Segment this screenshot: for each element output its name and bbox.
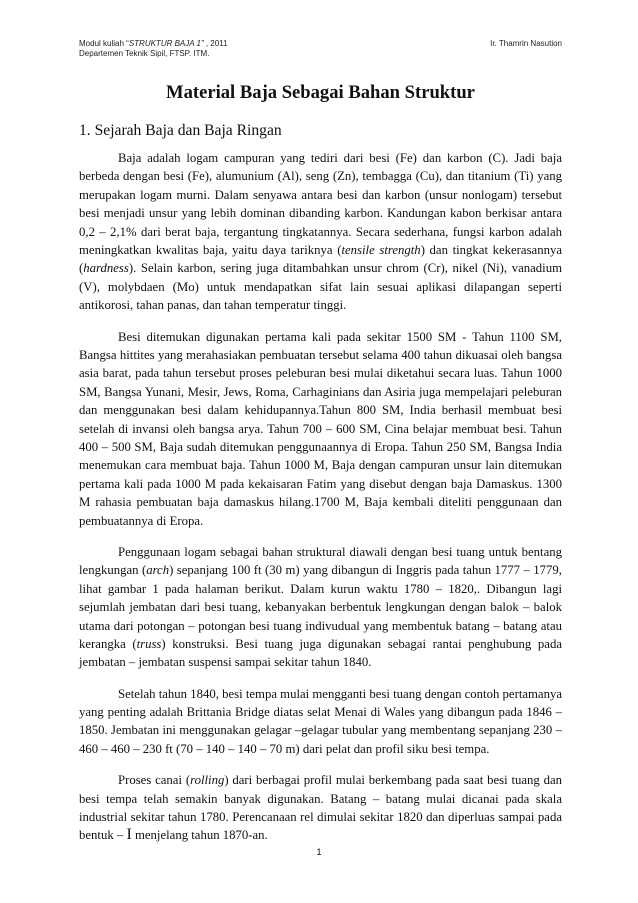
paragraph-5-text-a: Proses canai ( (118, 773, 191, 788)
term-hardness: hardness (83, 261, 129, 276)
i-section-letter: I (126, 826, 132, 844)
paragraph-3 (79, 543, 562, 672)
paragraph-3-text-c: ) konstruksi. Besi tuang juga digunakan sebagai rantai penghubung pada jembatan – jembatan suspensi sampai sekitar tahun 1840. (79, 636, 562, 670)
page-title: Material Baja Sebagai Bahan Struktur (166, 82, 475, 103)
header-left (79, 39, 228, 59)
paragraph-1-text-c: ). Selain karbon, sering juga ditambahkan unsur chrom (Cr), nikel (Ni), vanadium (V), molybdaen (Mo) untuk mendapatkan sifat lain sesuai aplikasi dilapangan seperti antikorosi, tahan panas, dan tahan temperatur tinggi. (79, 261, 562, 313)
header-department: Departemen Teknik Sipil, FTSP. ITM. (79, 49, 210, 58)
term-arch: arch (146, 563, 170, 578)
paragraph-5 (79, 771, 562, 845)
section-heading: 1. Sejarah Baja dan Baja Ringan (79, 122, 282, 139)
paragraph-2: Besi ditemukan digunakan pertama kali pada sekitar 1500 SM - Tahun 1100 SM, Bangsa hittites yang merahasiakan pembuatan tersebut selama 400 tahun dikuasai oleh bangsa asia barat, pada tahun tersebut proses peleburan besi mulai diketahui secara luas. Tahun 1000 SM, Bangsa Yunani, Mesir, Jews, Roma, Carhaginians dan Asiria juga mempelajari peleburan dan menggunakan besi dalam kehidupannya.Tahun 800 SM, India berhasil membuat besi setelah di invansi oleh bangsa arya. Tahun 700 – 600 SM, Cina belajar membuat besi. Tahun 400 – 500 SM, Baja sudah ditemukan penggunaannya di Eropa. Tahun 250 SM, Bangsa India menemukan cara membuat baja. Tahun 1000 M, Baja dengan campuran unsur lain ditemukan pertama kali pada 1000 M pada kekaisaran Fatim yang disebut dengan baja Damaskus. 1300 M rahasia pembuatan baja damaskus hilang.1700 M, Baja kembali diteliti penggunaan dan pembuatannya di Eropa. (79, 329, 562, 528)
term-tensile-strength: tensile strength (341, 243, 421, 258)
term-truss: truss (136, 636, 162, 651)
body-text (79, 149, 562, 858)
header-course-year: , 2011 (203, 39, 228, 48)
page-number: 1 (316, 847, 322, 858)
header-course-line (79, 39, 228, 49)
header-course-prefix: Modul kuliah “ (79, 39, 129, 48)
term-rolling: rolling (190, 773, 225, 788)
paragraph-4: Setelah tahun 1840, besi tempa mulai mengganti besi tuang dengan contoh pertamanya yang penting adalah Brittania Bridge diatas selat Menai di Wales yang dibangun pada 1846 – 1850. Jembatan ini menggunakan gelagar –gelagar tubular yang membentang sepanjang 230 – 460 – 460 – 230 ft (70 – 140 – 140 – 70 m) dari pelat dan profil siku besi tempa. (79, 686, 563, 756)
paragraph-3-text-b: ) sepanjang 100 ft (30 m) yang dibangun di Inggris pada tahun 1777 – 1779, lihat gambar 1 pada halaman berikut. Dalam kurun waktu 1780 – 1820,. Dibangun lagi sejumlah jembatan dari besi tuang, kebanyakan berbentuk lengkungan dengan balok – balok utama dari potongan – potongan besi tuang indivudual yang membentuk batang – batang atau kerangka ( (79, 563, 562, 651)
paragraph-5-text-b: ) dari berbagai profil mulai berkembang pada saat besi tuang dan besi tempa telah semakin banyak digunakan. Batang – batang mulai dicanai pada skala industrial sekitar tahun 1780. Perencanaan rel dimulai sekitar 1820 dan diperluas sampai pada bentuk – (79, 773, 562, 843)
paragraph-3-text-a: Penggunaan logam sebagai bahan struktural diawali dengan besi tuang untuk bentang lengkungan ( (79, 544, 562, 578)
paragraph-1-text-a: Baja adalah logam campuran yang tediri dari besi (Fe) dan karbon (C). Jadi baja berbeda dengan besi (Fe), alumunium (Al), seng (Zn), tembagga (Cu), dan titanium (Ti) yang merupakan logam murni. Dalam senyawa antara besi dan karbon (unsur nonlogam) tersebut besi menjadi unsur yang lebih dominan dibanding karbon. Kandungan kabon berkisar antara 0,2 – 2,1% dari berat baja, tergantung tingkatannya. Secara sederhana, fungsi karbon adalah meningkatkan kwalitas baja, yaitu daya tariknya ( (79, 151, 562, 258)
paragraph-5-text-c: menjelang tahun 1870-an. (131, 828, 268, 843)
paragraph-1-text-b: ) dan tingkat kekerasannya ( (79, 243, 562, 276)
paragraph-1 (79, 149, 562, 315)
header-author: Ir. Thamrin Nasution (490, 39, 562, 48)
header-course-title: STRUKTUR BAJA 1” (128, 39, 204, 48)
